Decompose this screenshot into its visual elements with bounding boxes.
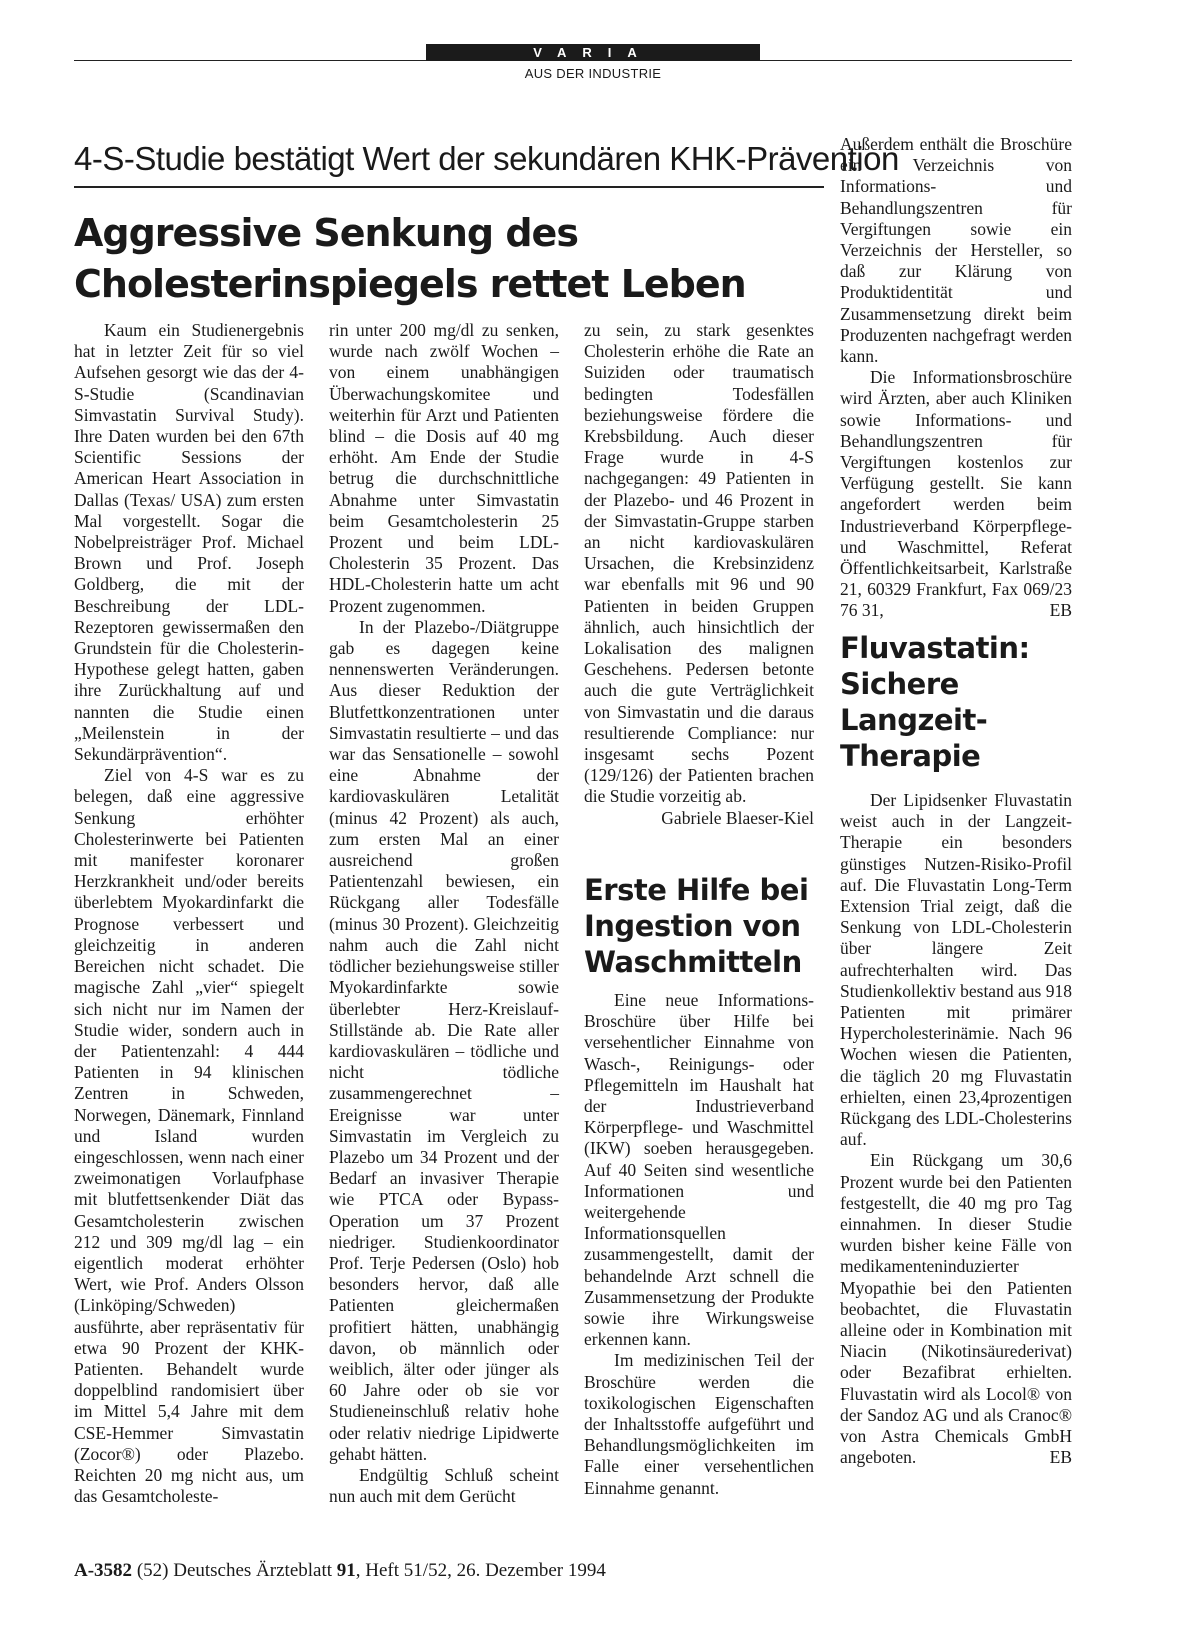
article-kicker: 4-S-Studie bestätigt Wert der sekundären KHK-Prävention bbox=[74, 140, 899, 177]
paragraph: rin unter 200 mg/dl zu senken, wurde nach zwölf Wochen – von einem unabhängigen Überwachungskomitee und weiterhin für Arzt und Patienten blind – die Dosis auf 40 mg erhöht. Am Ende der Studie betrug die durchschnittliche Abnahme unter Simvastatin beim Gesamtcholesterin 25 Prozent und beim LDL-Cholesterin 35 Prozent. Das HDL-Cholesterin hatte um acht Prozent zugenommen. bbox=[329, 320, 559, 616]
issue-date: , Heft 51/52, 26. Dezember 1994 bbox=[355, 1560, 606, 1581]
volume-number: 91 bbox=[336, 1560, 356, 1581]
article1-column-2 bbox=[329, 320, 559, 1507]
paragraph: Der Lipidsenker Fluvastatin weist auch in der Langzeit-Therapie ein besonders günstiges Nutzen-Risiko-Profil auf. Die Fluvastatin Long-Term Extension Trial zeigt, daß die Senkung von LDL-Cholesterin über längere Zeit aufrechterhalten wird. Das Studienkollektiv bestand aus 918 Patienten mit primärer Hypercholesterinämie. Nach 96 Wochen wiesen die Patienten, die täglich 20 mg Fluvastatin erhielten, einen 23,4prozentigen Rückgang des LDL-Cholesterins auf. bbox=[840, 790, 1072, 1150]
paragraph: Im medizinischen Teil der Broschüre werden die toxikologischen Eigenschaften der Inhaltsstoffe aufgeführt und Behandlungsmöglichkeiten im Falle einer versehentlichen Einnahme genannt. bbox=[584, 1350, 814, 1498]
paragraph: Ziel von 4-S war es zu belegen, daß eine aggressive Senkung erhöhter Cholesterinwerte bei Patienten mit manifester koronarer Herzkrankheit und/oder bereits überlebtem Myokardinfarkt die Prognose verbessert und gleichzeitig in anderen Bereichen nicht schadet. Die magische Zahl „vier“ spiegelt sich nicht nur im Namen der Studie wider, sondern auch in der Patientenzahl: 4 444 Patienten in 94 klinischen Zentren in Schweden, Norwegen, Dänemark, Finnland und Island wurden eingeschlossen, wenn nach einer zweimonatigen Vorlaufphase mit blutfettsenkender Diät das Gesamtcholesterin zwischen 212 und 309 mg/dl lag – ein eigentlich moderat erhöhter Wert, wie Prof. Anders Olsson (Linköping/Schweden) ausführte, aber repräsentativ für etwa 90 Prozent der KHK-Patienten. Behandelt wurde doppelblind randomisiert über im Mittel 5,4 Jahre mit dem CSE-Hemmer Simvastatin (Zocor®) oder Plazebo. Reichten 20 mg nicht aus, um das Gesamtcholeste- bbox=[74, 765, 304, 1507]
paragraph: In der Plazebo-/Diätgruppe gab es dagegen keine nennenswerten Veränderungen. Aus dieser Reduktion der Blutfettkonzentrationen unter Simvastatin resultierte – und das war das Sensationelle – sowohl eine Abnahme der kardiovaskulären Letalität (minus 42 Prozent) als auch, zum ersten Mal an einer ausreichend großen Patientenzahl bewiesen, ein Rückgang aller Todesfälle (minus 30 Prozent). Gleichzeitig nahm auch die Zahl nicht tödlicher beziehungsweise stiller Myokardinfarkte sowie überlebter Herz-Kreislauf-Stillstände ab. Die Rate aller kardiovaskulären – tödliche und nicht tödliche zusammengerechnet – Ereignisse war unter Simvastatin im Vergleich zu Plazebo um 34 Prozent und der Bedarf an invasiver Therapie wie PTCA oder Bypass-Operation um 37 Prozent niedriger. Studienkoordinator Prof. Terje Pedersen (Oslo) hob besonders hervor, daß alle Patienten gleichermaßen profitiert hätten, unabhängig davon, ob männlich oder weiblich, älter oder jünger als 60 Jahre oder ob sie vor Studieneinschluß relativ hohe oder relativ niedrige Lipidwerte gehabt hätten. bbox=[329, 616, 559, 1464]
paragraph: zu sein, zu stark gesenktes Cholesterin erhöhe die Rate an Suiziden oder traumatisch bedingten Todesfällen beziehungsweise fördere die Krebsbildung. Auch dieser Frage wurde in 4-S nachgegangen: 49 Patienten in der Plazebo- und 46 Prozent in der Simvastatin-Gruppe starben an nicht kardiovaskulären Ursachen, die Krebsinzidenz war ebenfalls mit 96 und 90 Patienten in beiden Gruppen ähnlich, auch hinsichtlich der Lokalisation des malignen Geschehens. Pedersen betonte auch die gute Verträglichkeit von Simvastatin und die daraus resultierende Compliance: nur insgesamt sechs Pozent (129/126) der Patienten brachen die Studie vorzeitig ab. bbox=[584, 320, 814, 807]
headline-line-1: Aggressive Senkung des bbox=[74, 211, 578, 255]
article3-body bbox=[840, 790, 1072, 1469]
article1-column-3 bbox=[584, 320, 814, 829]
headline-line-2: Cholesterinspiegels rettet Leben bbox=[74, 262, 746, 306]
paragraph: Eine neue Informations-Broschüre über Hilfe bei versehentlicher Einnahme von Wasch-, Reinigungs- oder Pflegemitteln im Haushalt hat der Industrieverband Körperpflege- und Waschmittel (IKW) soeben herausgegeben. Auf 40 Seiten sind wesentliche Informationen und weitergehende Informationsquellen zusammengestellt, damit der behandelnde Arzt schnell die Zusammensetzung der Produkte sowie ihre Wirkungsweise erkennen kann. bbox=[584, 990, 814, 1350]
paragraph-text: Die Informationsbroschüre wird Ärzten, aber auch Kliniken sowie Informations- und Behandlungszentren für Vergiftungen kostenlos zur Verfügung gestellt. Sie kann angefordert werden beim Industrieverband Körperpflege- und Waschmittel, Referat Öffentlichkeitsarbeit, Karlstraße 21, 60329 Frankfurt, Fax 069/23 76 31, bbox=[840, 367, 1072, 621]
author-signature: Gabriele Blaeser-Kiel bbox=[661, 807, 814, 828]
kicker-underline bbox=[74, 186, 824, 188]
page-footer bbox=[74, 1560, 606, 1582]
publication-info: (52) Deutsches Ärzteblatt bbox=[136, 1560, 333, 1581]
subsection-label: AUS DER INDUSTRIE bbox=[524, 66, 662, 81]
article2-column-2 bbox=[840, 134, 1072, 622]
article3-headline: Fluvastatin: Sichere Langzeit-Therapie bbox=[840, 631, 1030, 773]
paragraph: Kaum ein Studienergebnis hat in letzter Zeit für so viel Aufsehen gesorgt wie das der 4-S-Studie (Scandinavian Simvastatin Survival Study). Ihre Daten wurden bei den 67th Scientific Sessions der American Heart Association in Dallas (Texas/ USA) zum ersten Mal vorgestellt. Sogar die Nobelpreisträger Prof. Michael Brown und Prof. Joseph Goldberg, die mit der Beschreibung der LDL-Rezeptoren gewissermaßen den Grundstein für die Cholesterin-Hypothese gelegt hatten, gaben ihre Zurückhaltung auf und nannten die Studie einen „Meilenstein in der Sekundärprävention“. bbox=[74, 320, 304, 765]
paragraph: Endgültig Schluß scheint nun auch mit dem Gerücht bbox=[329, 1464, 559, 1507]
paragraph bbox=[840, 1150, 1072, 1468]
author-initials: EB bbox=[1049, 1447, 1072, 1468]
page-number: A-3582 bbox=[74, 1560, 133, 1581]
paragraph bbox=[840, 367, 1072, 621]
article1-column-1 bbox=[74, 320, 304, 1507]
article2-column-1 bbox=[584, 990, 814, 1499]
section-label: VARIA bbox=[426, 44, 760, 61]
author-initials: EB bbox=[1049, 600, 1072, 621]
article-headline bbox=[74, 208, 844, 310]
paragraph-text: Ein Rückgang um 30,6 Prozent wurde bei den Patienten festgestellt, die 40 mg pro Tag einnahmen. In dieser Studie wurden bisher keine Fälle von medikamenteninduzierter Myopathie bei den Patienten beobachtet, die Fluvastatin alleine oder in Kombination mit Niacin (Nikotinsäurederivat) oder Bezafibrat erhielten. Fluvastatin wird als Locol® von der Sandoz AG und als Cranoc® von Astra Chemicals GmbH angeboten. bbox=[840, 1150, 1072, 1468]
paragraph: Außerdem enthält die Broschüre ein Verzeichnis von Informations- und Behandlungszentren für Vergiftungen sowie ein Verzeichnis der Hersteller, so daß zur Klärung von Produktidentität und Zusammensetzung direkt beim Produzenten nachgefragt werden kann. bbox=[840, 134, 1072, 367]
article2-headline: Erste Hilfe bei Ingestion von Waschmitteln bbox=[584, 873, 809, 979]
